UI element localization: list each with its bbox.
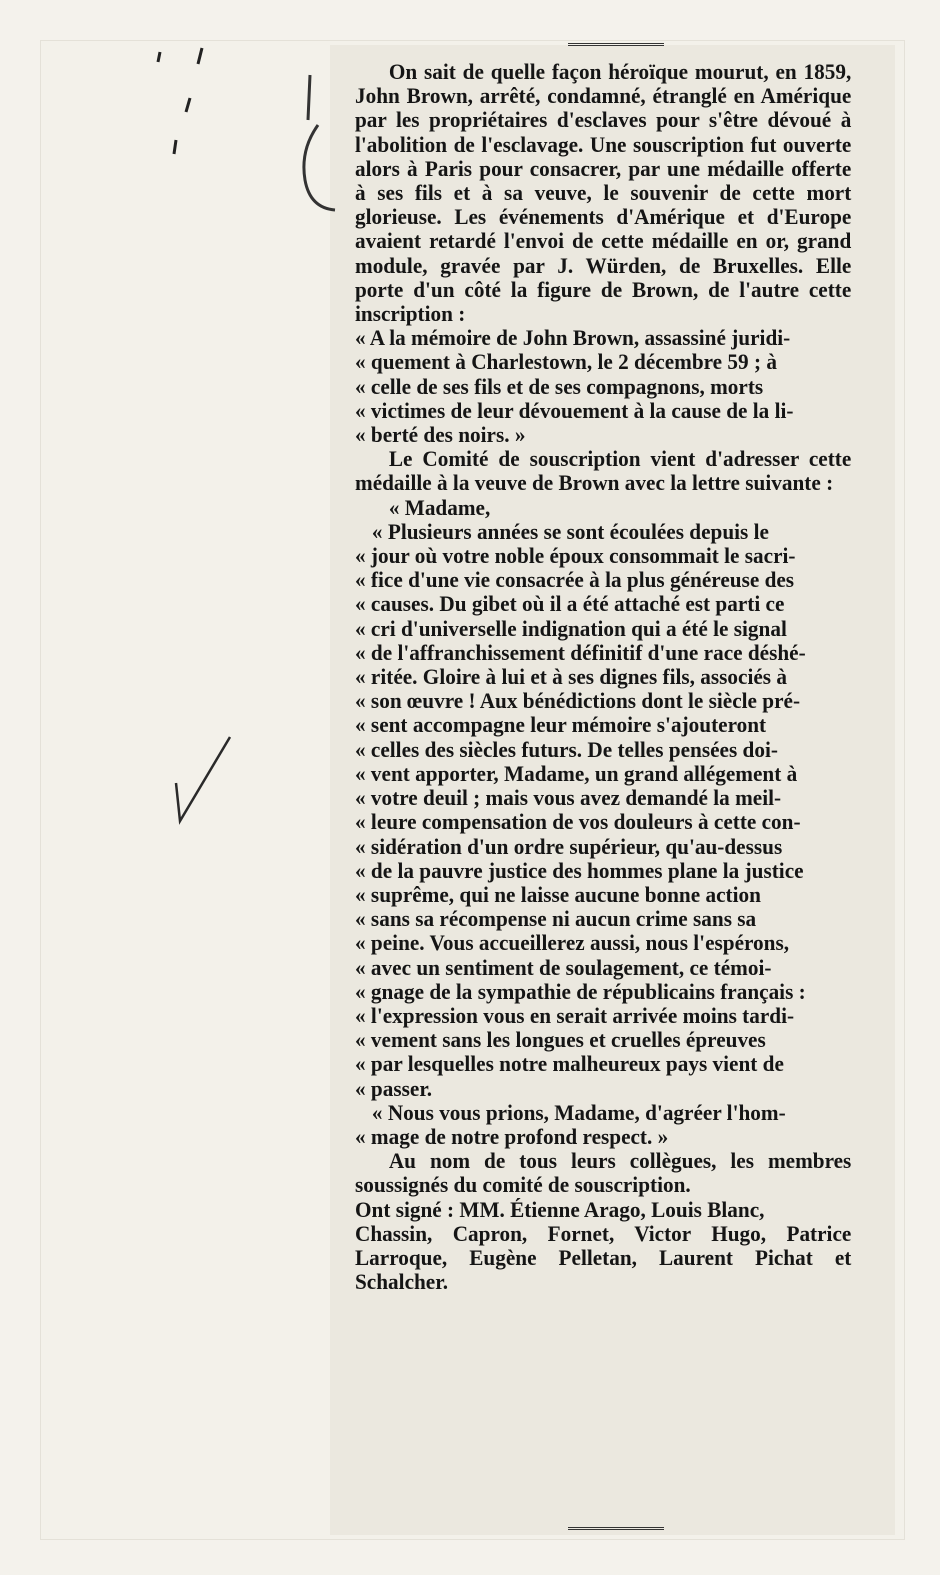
letter-line: « gnage de la sympathie de républicains français : (355, 978, 806, 1004)
letter-line: « passer. (355, 1075, 433, 1101)
article-body (355, 60, 851, 1294)
committee-paragraph: Le Comité de souscription vient d'adresser cette médaille à la veuve de Brown avec la lettre suivante : (355, 446, 852, 496)
letter-line: « leure compensation de vos douleurs à cette con- (355, 809, 801, 835)
letter-line: « ritée. Gloire à lui et à ses dignes fils, associés à (355, 664, 788, 690)
letter-line: « sent accompagne leur mémoire s'ajouteront (355, 712, 767, 738)
members-paragraph: Au nom de tous leurs collègues, les membres soussignés du comité de souscription. (355, 1148, 852, 1198)
letter-line: « fice d'une vie consacrée à la plus généreuse des (355, 567, 795, 593)
inscription-line: « victimes de leur dévouement à la cause de la li- (355, 397, 794, 423)
signatories-names: Chassin, Capron, Fornet, Victor Hugo, Patrice Larroque, Eugène Pelletan, Laurent Pichat et Schalcher. (355, 1220, 852, 1295)
top-double-rule (568, 43, 664, 46)
letter-line: « par lesquelles notre malheureux pays vient de (355, 1051, 784, 1077)
check-mark-icon (170, 735, 240, 835)
inscription-line: « celle de ses fils et de ses compagnons, morts (355, 373, 764, 399)
bottom-double-rule (568, 1527, 664, 1530)
letter-line: « celles des siècles futurs. De telles pensées doi- (355, 736, 778, 762)
closing-line: « Nous vous prions, Madame, d'agréer l'hom- (371, 1099, 786, 1125)
pencil-bracket (304, 75, 335, 210)
letter-line: « de la pauvre justice des hommes plane la justice (355, 857, 804, 883)
letter-line: « jour où votre noble époux consommait le sacri- (355, 543, 796, 569)
pencil-stroke (158, 48, 202, 154)
inscription-line: « quement à Charlestown, le 2 décembre 59 ; à (355, 349, 777, 375)
letter-line: « sans sa récompense ni aucun crime sans sa (355, 906, 757, 932)
inscription-line: « berté des noirs. » (355, 422, 526, 448)
letter-line: « de l'affranchissement définitif d'une race déshé- (355, 639, 806, 665)
letter-line: « cri d'universelle indignation qui a été le signal (355, 615, 787, 641)
letter-line: « vement sans les longues et cruelles épreuves (355, 1027, 766, 1053)
letter-line: « suprême, qui ne laisse aucune bonne action (355, 881, 761, 907)
inscription-block (355, 326, 851, 447)
letter-line: « avec un sentiment de soulagement, ce témoi- (355, 954, 772, 980)
letter-line: « Plusieurs années se sont écoulées depuis le (371, 518, 769, 544)
letter-body (355, 520, 851, 1101)
letter-line: « vent apporter, Madame, un grand allégement à (355, 760, 798, 786)
letter-line: « l'expression vous en serait arrivée moins tardi- (355, 1002, 795, 1028)
closing-line: « mage de notre profond respect. » (355, 1123, 669, 1149)
letter-line: « votre deuil ; mais vous avez demandé la meil- (355, 785, 782, 811)
letter-line: « son œuvre ! Aux bénédictions dont le siècle pré- (355, 688, 801, 714)
letter-line: « sidération d'un ordre supérieur, qu'au-dessus (355, 833, 783, 859)
letter-closing (355, 1101, 851, 1149)
letter-line: « causes. Du gibet où il a été attaché est parti ce (355, 591, 785, 617)
signatories-label: Ont signé : MM. Étienne Arago, Louis Blanc, (355, 1196, 765, 1222)
intro-paragraph: On sait de quelle façon héroïque mourut, en 1859, John Brown, arrêté, condamné, étranglé en Amérique par les propriétaires d'esclaves pour s'être dévoué à l'abolition de l'esclavage. Une souscription fut ouverte alors à Paris pour consacrer, par une médaille offerte à ses fils et à sa veuve, le souvenir de cette mort glorieuse. Les événements d'Amérique et d'Europe avaient retardé l'envoi de cette médaille en or, grand module, gravée par J. Würden, de Bruxelles. Elle porte d'un côté la figure de Brown, de l'autre cette inscription : (355, 59, 852, 327)
letter-line: « peine. Vous accueillerez aussi, nous l'espérons, (355, 930, 790, 956)
inscription-line: « A la mémoire de John Brown, assassiné juridi- (355, 325, 791, 351)
letter-salutation: « Madame, (388, 494, 491, 520)
pencil-marks (150, 40, 350, 230)
